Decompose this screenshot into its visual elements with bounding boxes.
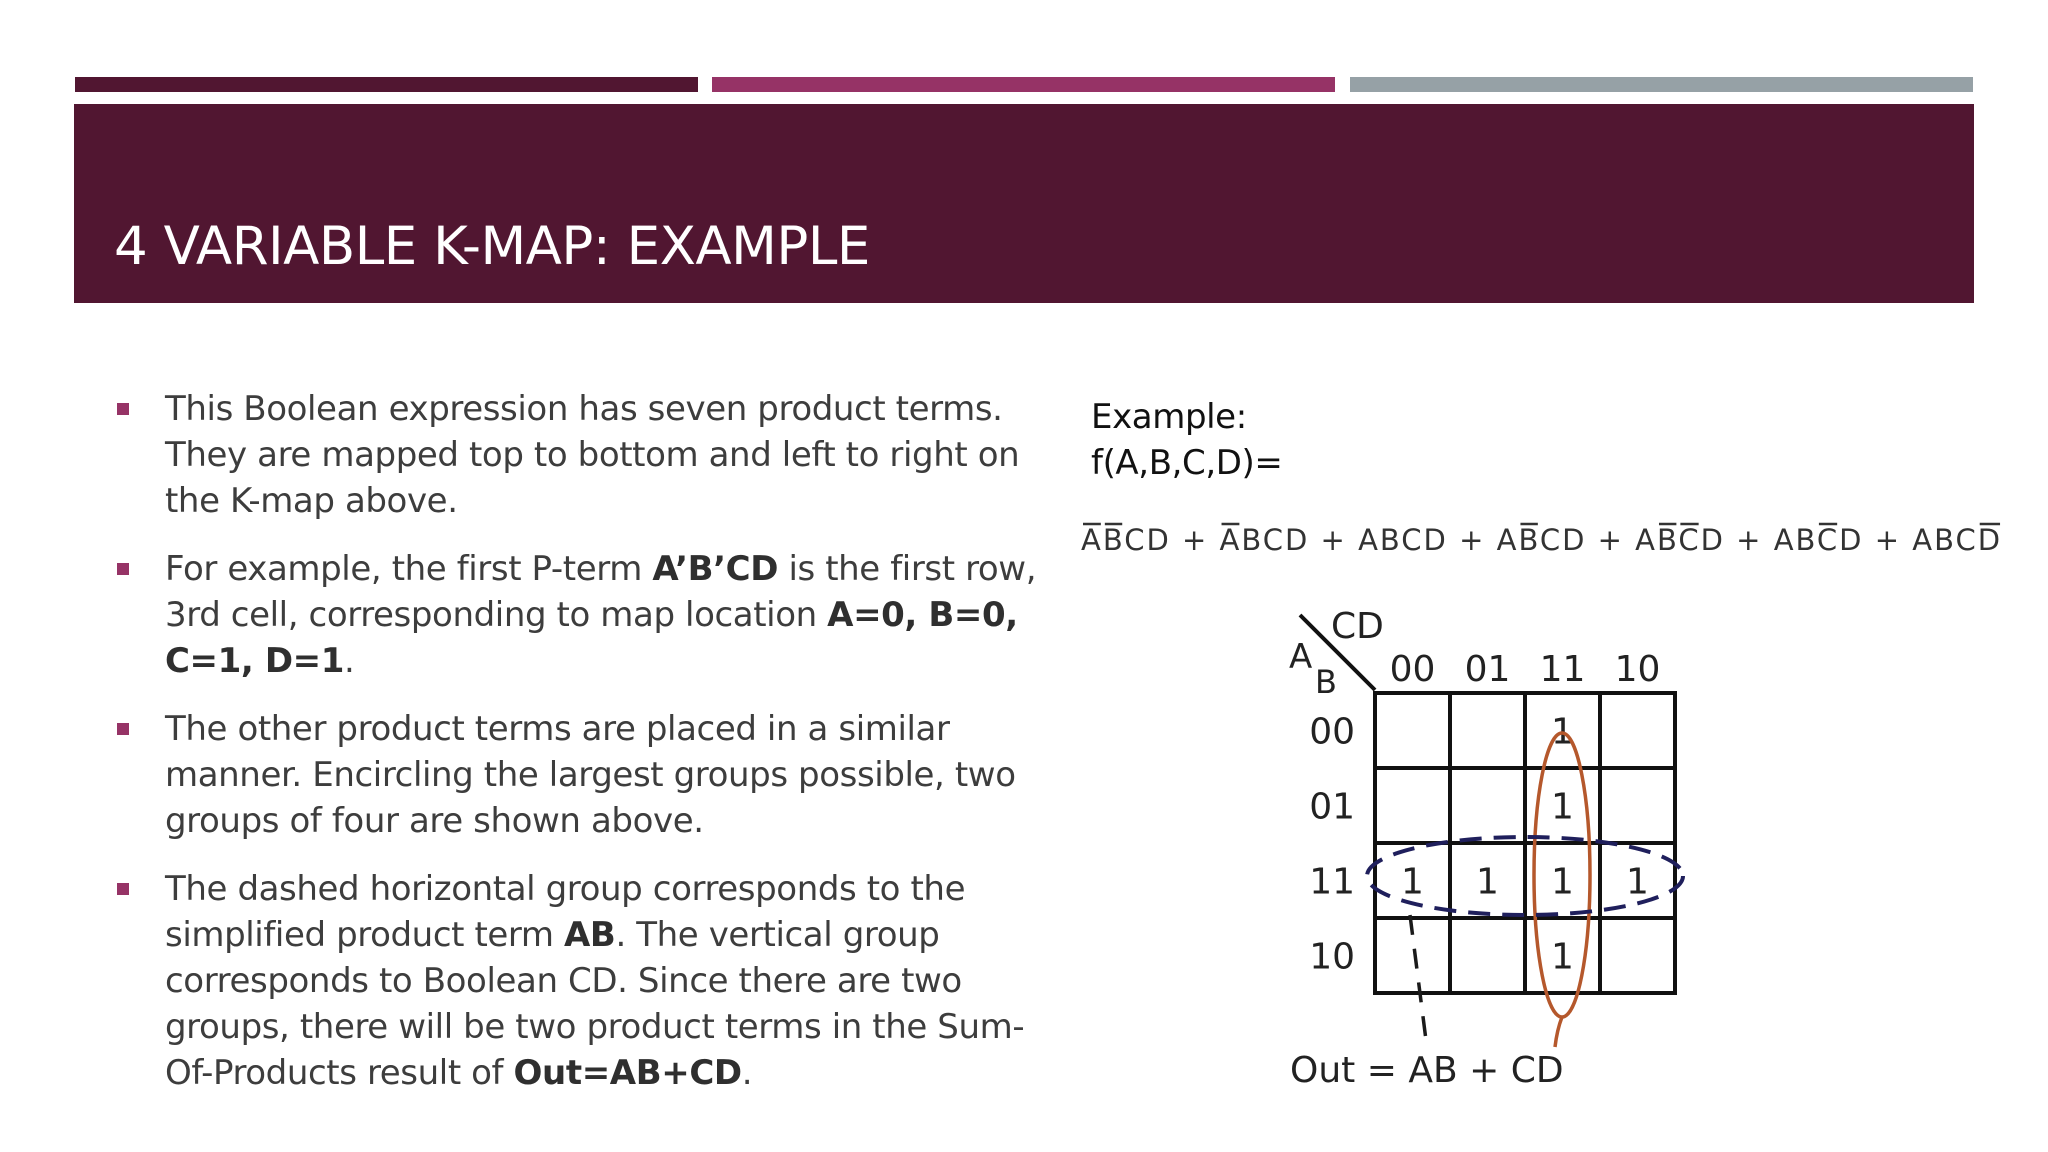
kmap-result: Out = AB + CD [1290,1050,1564,1091]
example-label: Example: [1091,397,1247,437]
row-header: 00 [1309,711,1355,753]
bullet-bold-text: AB [564,915,616,955]
kmap-cell-value: 1 [1551,711,1574,753]
kmap-cell-value: 1 [1551,786,1574,828]
bullet-bold-text: Out=AB+CD [513,1053,742,1093]
title-banner [74,104,1974,303]
cd-leader-line [1555,1017,1562,1047]
ab-leader-line [1410,915,1427,1048]
bullet-item [110,546,1050,684]
row-headers [1309,712,1355,978]
slide-title: 4 VARIABLE K-MAP: EXAMPLE [114,216,870,277]
kmap-cell-value: 1 [1626,861,1649,903]
bullet-text: For example, the first P-term [165,549,653,589]
bullet-text: The other product terms are placed in a similar manner. Encircling the largest groups possible, two groups of four are shown above. [165,709,1016,841]
column-headers [1390,649,1661,690]
bullet-bold-text: A=0, B=0, C=1, D=1 [165,595,1018,681]
bullet-text: This Boolean expression has seven product terms. They are mapped top to bottom and left to right on the K-map above. [165,389,1020,521]
cd-variable-label: CD [1331,606,1384,647]
boolean-expression: ABCD + ABCD + ABCD + ABCD + ABCD + ABCD + ABCD [1081,523,2003,557]
bullet-square-icon [117,723,129,735]
column-header: 10 [1614,649,1661,690]
bullet-text: . [741,1053,753,1093]
example-function: f(A,B,C,D)= [1091,443,1283,483]
header-accent-bar-magenta [712,77,1335,92]
bullet-text: The dashed horizontal group corresponds to the simplified product term [165,869,966,955]
bullet-square-icon [117,883,129,895]
column-header: 11 [1539,649,1586,690]
bullet-text: . The vertical group corresponds to Boolean CD. Since there are two groups, there will be two product terms in the Sum-Of-Products result of [165,915,1025,1093]
bullet-bold-text: A’B’CD [652,549,779,589]
kmap-figure [1075,500,2025,1100]
bullet-square-icon [117,403,129,415]
bullet-item [110,866,1050,1096]
header-accent-bar-dark [75,77,698,92]
column-header: 00 [1389,649,1436,690]
header-accent-bar-gray [1350,77,1973,92]
row-header: 11 [1309,861,1355,903]
kmap-cell-value: 1 [1551,936,1574,978]
kmap-cell-value: 1 [1401,861,1424,903]
row-header: 10 [1309,936,1355,978]
kmap-grid [1375,693,1675,993]
a-variable-label: A [1289,637,1313,677]
bullet-item [110,386,1050,524]
bullet-list [110,386,1050,1118]
bullet-square-icon [117,563,129,575]
b-variable-label: B [1315,663,1337,701]
bullet-item [110,706,1050,844]
bullet-text: . [344,641,355,681]
row-header: 01 [1309,786,1355,828]
kmap-cell-value: 1 [1551,861,1574,903]
bullet-text: is the first row, 3rd cell, corresponding to map location [165,549,1037,635]
example-block [1091,394,1283,486]
column-header: 01 [1464,649,1511,690]
kmap-cell-value: 1 [1476,861,1499,903]
